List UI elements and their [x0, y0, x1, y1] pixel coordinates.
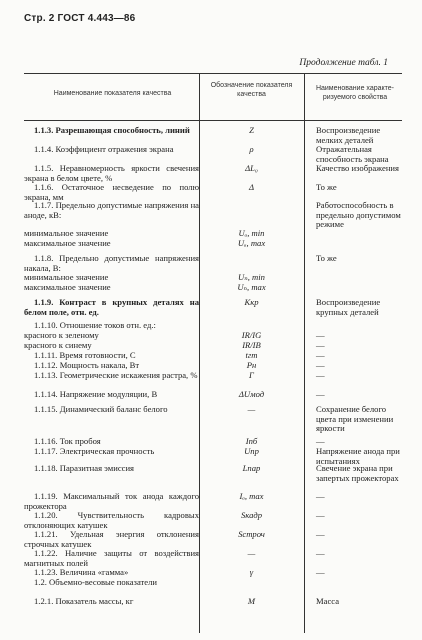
row-designation	[199, 578, 304, 597]
row-indicator-name: минимальное значение	[24, 272, 109, 282]
row-property: —	[316, 567, 325, 577]
row-designation: Uₙ, max	[237, 282, 266, 292]
table-row	[24, 298, 402, 321]
row-designation: Z	[249, 125, 254, 135]
row-property: То же	[316, 253, 337, 263]
row-indicator-name: 1.1.5. Неравномерность яркости свечения экрана в белом цвете, %	[24, 163, 199, 183]
row-designation: IR/IG	[241, 330, 262, 340]
row-designation: tгт	[245, 350, 258, 360]
row-indicator-name: 1.1.23. Величина «гамма»	[34, 567, 129, 577]
row-property	[304, 283, 402, 298]
row-indicator-name: 1.1.20. Чувствительность кадровых отклоняющих катушек	[24, 510, 199, 530]
table-row	[24, 283, 402, 298]
row-indicator-name: 1.1.21. Удельная энергия отклонения строчных катушек	[24, 529, 199, 549]
table-row	[24, 578, 402, 597]
row-designation: ρ	[249, 144, 254, 154]
row-indicator-name: 1.1.4. Коэффициент отражения экрана	[34, 144, 174, 154]
table-row	[24, 126, 402, 145]
row-designation: Uпр	[244, 446, 259, 456]
row-indicator-name: 1.1.9. Контраст в крупных деталях на белом поле, отн. ед.	[24, 297, 199, 317]
row-indicator-name: 1.1.11. Время готовности, С	[34, 350, 136, 360]
row-indicator-name: 1.1.17. Электрическая прочность	[34, 446, 155, 456]
row-indicator-name: 1.1.6. Остаточное несведение по полю экрана, мм	[24, 182, 199, 202]
row-indicator-name: 1.1.12. Мощность накала, Вт	[34, 360, 140, 370]
row-property: Отражательная способность экрана	[316, 144, 389, 164]
row-indicator-name: 1.1.10. Отношение токов отн. ед.:	[34, 320, 156, 330]
row-property: —	[316, 510, 325, 520]
row-designation: ΔUмод	[238, 389, 265, 399]
row-property: —	[316, 389, 325, 399]
row-designation: Г	[249, 370, 254, 380]
row-property: —	[316, 548, 325, 558]
row-designation: γ	[249, 567, 254, 577]
table-row	[24, 390, 402, 405]
row-indicator-name: 1.1.19. Максимальный ток анода каждого прожектора	[24, 491, 199, 511]
row-property: —	[316, 491, 325, 501]
table-row	[24, 405, 402, 437]
row-property: —	[316, 436, 325, 446]
row-indicator-name: 1.1.3. Разрешающая способность, линий	[34, 125, 190, 135]
row-indicator-name: максимальное значение	[24, 238, 111, 248]
table-row	[24, 511, 402, 530]
row-indicator-name: минимальное значение	[24, 228, 109, 238]
table-row	[24, 201, 402, 229]
row-property: Работоспособность в предельно допустимом режиме	[316, 200, 401, 229]
column-header-name: Наименование показателя качества	[53, 90, 172, 97]
row-property: Качество изображения	[316, 163, 399, 173]
row-designation: M	[247, 596, 256, 606]
table-row	[24, 164, 402, 183]
table-body	[24, 126, 402, 609]
table-row	[24, 447, 402, 464]
row-property	[304, 578, 402, 597]
table-row	[24, 597, 402, 609]
row-designation: ΔL₀	[245, 163, 258, 173]
row-indicator-name: 1.1.8. Предельно допустимые напряжения накала, В:	[24, 253, 199, 273]
row-property: Воспроизведение крупных деталей	[316, 297, 381, 317]
table-top-rule	[24, 73, 402, 74]
table-row	[24, 371, 402, 390]
row-indicator-name: 1.1.18. Паразитная эмиссия	[34, 463, 135, 473]
row-property: То же	[316, 182, 337, 192]
row-designation: Kкр	[244, 297, 259, 307]
row-designation: Uₙ, min	[238, 272, 265, 282]
row-designation: —	[247, 548, 256, 558]
row-property: —	[316, 529, 325, 539]
row-designation: Uₐ, min	[238, 228, 265, 238]
row-designation: Lпар	[242, 463, 261, 473]
row-indicator-name: 1.1.7. Предельно допустимые напряжения на аноде, кВ:	[24, 200, 199, 220]
table-row	[24, 145, 402, 164]
table-row	[24, 530, 402, 549]
row-indicator-name: красного к зеленому	[24, 330, 99, 340]
column-header-designation: Обозначение показателя качества	[210, 82, 293, 98]
row-indicator-name: 1.1.14. Напряжение модуляции, В	[34, 389, 158, 399]
row-designation: Sстроч	[238, 529, 265, 539]
row-designation: Uₐ, max	[237, 238, 266, 248]
table-header-rule	[24, 120, 402, 121]
row-property: —	[316, 360, 325, 370]
table-continuation-label: Продолжение табл. 1	[299, 58, 388, 68]
table-row	[24, 492, 402, 511]
row-property	[304, 273, 402, 283]
row-designation: IR/IB	[242, 340, 261, 350]
table-row	[24, 239, 402, 254]
row-designation: Sкадр	[240, 510, 263, 520]
row-indicator-name: 1.1.22. Наличие защиты от воздействия магнитных полей	[24, 548, 199, 568]
page-header: Стр. 2 ГОСТ 4.443—86	[24, 13, 136, 24]
row-indicator-name: 1.2. Объемно-весовые показатели	[34, 577, 157, 587]
row-indicator-name: 1.2.1. Показатель массы, кг	[34, 596, 134, 606]
row-property	[304, 229, 402, 239]
table-row	[24, 183, 402, 201]
row-designation: Δ	[248, 182, 255, 192]
row-indicator-name: 1.1.15. Динамический баланс белого	[34, 404, 168, 414]
row-property: —	[316, 350, 325, 360]
row-indicator-name: 1.1.13. Геометрические искажения растра, %	[34, 370, 198, 380]
row-designation: Iₐ, max	[239, 491, 264, 501]
row-designation	[199, 201, 304, 229]
row-indicator-name: 1.1.16. Ток пробоя	[34, 436, 101, 446]
row-property: —	[316, 370, 325, 380]
table-row	[24, 549, 402, 568]
row-property: Воспроизведение мелких деталей	[316, 125, 381, 145]
row-property: Масса	[316, 596, 340, 606]
row-property: Напряжение анода при испытаниях	[316, 446, 400, 466]
column-header-purpose: Наименование характе-ризуемого свойства	[315, 85, 395, 101]
table-row	[24, 254, 402, 273]
row-indicator-name: красного к синему	[24, 340, 92, 350]
row-property	[304, 239, 402, 254]
row-indicator-name: максимальное значение	[24, 282, 111, 292]
row-property: Сохранение белого цвета при изменении яркости	[316, 404, 394, 433]
row-designation	[199, 254, 304, 273]
row-property: —	[316, 340, 325, 350]
row-designation: —	[247, 404, 256, 414]
row-property: —	[316, 330, 325, 340]
row-designation: Pн	[246, 360, 257, 370]
row-designation: Iпб	[245, 436, 258, 446]
table-row	[24, 464, 402, 492]
row-property: Свечение экрана при запертых прожекторах	[316, 463, 399, 483]
